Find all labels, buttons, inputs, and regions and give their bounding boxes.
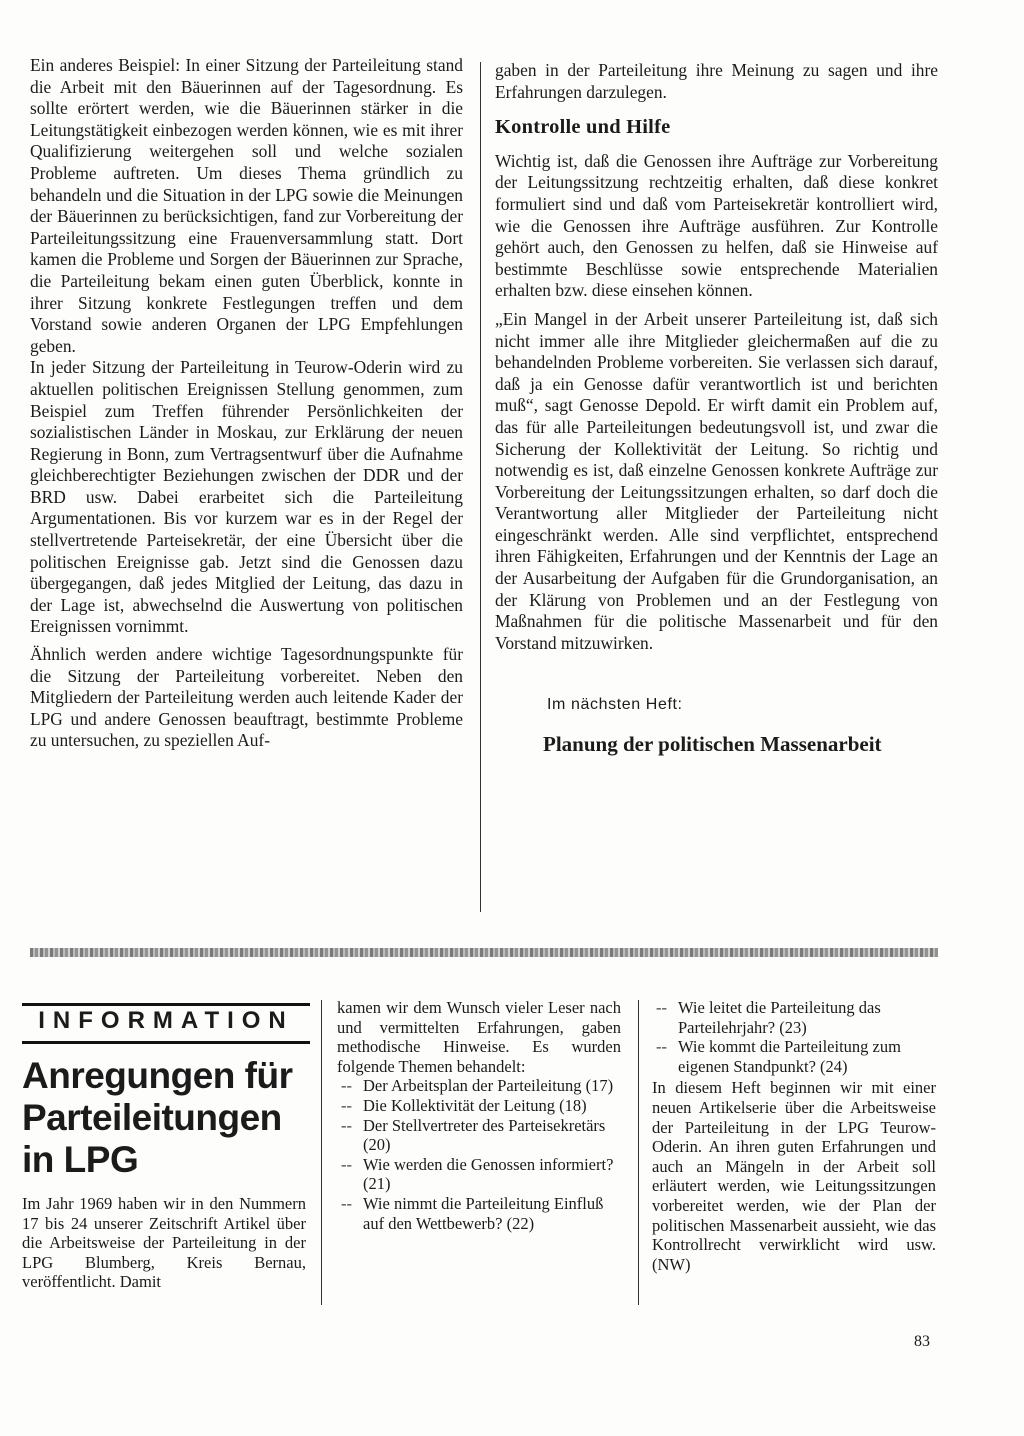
column-divider <box>480 62 481 912</box>
paragraph: Ein anderes Beispiel: In einer Sitzung der Parteileitung stand die Arbeit mit den Bäuerinnen auf der Tagesordnung. Es sollte erörtert werden, wie die Bäuerinnen stärker in die Leitungstätigkeit einbezogen werden können, wie es mit ihrer Qualifizierung weitergehen soll und welche sozialen Probleme auftreten. Um dieses Thema gründlich zu behandeln und die Situation in der LPG sowie die Meinungen der Bäuerinnen zu berücksichtigen, fand zur Vorbereitung der Parteileitungssitzung eine Frauenversammlung statt. Dort kamen die Probleme und Sorgen der Bäuerinnen zur Sprache, die Parteileitung bekam einen guten Überblick, konnte in ihrer Sitzung konkrete Festlegungen treffen und dem Vorstand sowie anderen Organen der LPG Empfehlungen geben. <box>30 55 463 356</box>
section-heading: Kontrolle und Hilfe <box>495 116 671 139</box>
article-right-column <box>495 60 938 756</box>
topic-item: -- Wie leitet die Parteileitung das Parteilehrjahr? (23) <box>652 998 936 1037</box>
column-divider <box>321 1000 322 1305</box>
topic-item: -- Der Stellvertreter des Parteisekretärs (20) <box>337 1116 621 1155</box>
column-divider <box>638 1000 639 1305</box>
topic-item: -- Der Arbeitsplan der Parteileitung (17) <box>337 1076 621 1096</box>
info-middle-text: kamen wir dem Wunsch vieler Leser nach und vermittelten Erfahrungen, gaben methodische Hinweise. Es wurden folgende Themen behandelt: <box>337 998 621 1076</box>
headline-line: in LPG <box>22 1139 139 1180</box>
info-label: INFORMATION <box>38 1007 294 1034</box>
paragraph: In jeder Sitzung der Parteileitung in Teurow-Oderin wird zu aktuellen politischen Ereignissen Stellung genommen, zum Beispiel zum Treffen führender Persönlichkeiten der sozialistischen Länder in Moskau, zur Erklärung der neuen Regierung in Bonn, zum Vertragsentwurf über die Aufnahme gleichberechtigter Beziehungen zwischen der DDR und der BRD usw. Dabei erarbeitet sich die Parteileitung Argumentationen. Bis vor kurzem war es in der Regel der stellvertretende Parteisekretär, der eine Übersicht über die politischen Ereignisse gab. Jetzt sind die Genossen dazu übergegangen, daß jedes Mitglied der Leitung, das dazu in der Lage ist, abwechselnd die Auswertung von politischen Ereignissen vornimmt. <box>30 357 463 637</box>
paragraph: gaben in der Parteileitung ihre Meinung zu sagen und ihre Erfahrungen darzulegen. <box>495 60 938 102</box>
info-column-1 <box>22 1194 306 1292</box>
info-intro: Im Jahr 1969 haben wir in den Nummern 17 bis 24 unserer Zeitschrift Artikel über die Arbeitsweise der Parteileitung in der LPG Blumberg, Kreis Bernau, veröffentlicht. Damit <box>22 1194 306 1292</box>
headline-line: Parteileitungen <box>22 1097 282 1138</box>
topic-item: -- Wie kommt die Parteileitung zum eigenen Standpunkt? (24) <box>652 1037 936 1076</box>
paragraph: Ähnlich werden andere wichtige Tagesordnungspunkte für die Sitzung der Parteileitung vorbereitet. Neben den Mitgliedern der Parteileitung werden auch leitende Kader der LPG und andere Genossen beauftragt, bestimmte Probleme zu untersuchen, zu speziellen Auf- <box>30 644 463 751</box>
info-headline <box>22 1055 292 1181</box>
article-left-column <box>30 55 463 752</box>
section-divider <box>30 948 938 957</box>
topic-item: -- Wie nimmt die Parteileitung Einfluß auf den Wettbewerb? (22) <box>337 1194 621 1233</box>
info-column-3 <box>652 998 936 1274</box>
info-column-2 <box>337 998 621 1233</box>
paragraph: Wichtig ist, daß die Genossen ihre Aufträge zur Vorbereitung der Leitungssitzung rechtzeitig erhalten, daß diese konkret formuliert sind und daß vom Parteisekretär kontrolliert wird, wie die Genossen ihre Aufträge ausführen. Zur Kontrolle gehört auch, den Genossen zu helfen, daß sie Hinweise auf bestimmte Beschlüsse sowie entsprechende Materialien erhalten bzw. diese einsehen können. <box>495 150 938 301</box>
info-closing: In diesem Heft beginnen wir mit einer neuen Artikelserie über die Arbeitsweise der Parteileitung in der LPG Teurow-Oderin. An ihren guten Erfahrungen und auch an Mängeln in der Arbeit soll erläutert werden, wie Leitungssitzungen vorbereitet werden, wie der Plan der politischen Massenarbeit aussieht, wie das Kontrollrecht verwirklicht wird usw. (NW) <box>652 1078 936 1274</box>
paragraph: „Ein Mangel in der Arbeit unserer Parteileitung ist, daß sich nicht immer alle ihre Mitglieder gleichermaßen auf die zu behandelnden Probleme vorbereiten. Sie verlassen sich darauf, daß ja ein Genosse dafür verantwortlich ist und berichten muß“, sagt Genosse Depold. Er wirft damit ein Problem auf, das für alle Parteileitungen bedeutungsvoll ist, und zwar die Sicherung der Kollektivität der Leitung. So richtig und notwendig es ist, daß einzelne Genossen konkrete Aufträge zur Vorbereitung der Leitungssitzungen erhalten, so darf doch die Verantwortung aller Mitglieder der Parteileitung nicht eingeschränkt werden. Alle sind verpflichtet, entsprechend ihren Fähigkeiten, Erfahrungen und der Kenntnis der Lage an der Ausarbeitung der Aufgaben für die Grundorganisation, an der Klärung von Problemen und an der Festlegung von Maßnahmen für die politische Massenarbeit und für den Vorstand mitzuwirken. <box>495 308 938 653</box>
headline-line: Anregungen für <box>22 1055 293 1096</box>
next-issue-title: Planung der politischen Massenarbeit <box>543 732 882 757</box>
next-issue-label: Im nächsten Heft: <box>547 696 683 714</box>
topic-item: -- Die Kollektivität der Leitung (18) <box>337 1096 621 1116</box>
topic-item: -- Wie werden die Genossen informiert? (21) <box>337 1155 621 1194</box>
page-number: 83 <box>914 1333 930 1350</box>
